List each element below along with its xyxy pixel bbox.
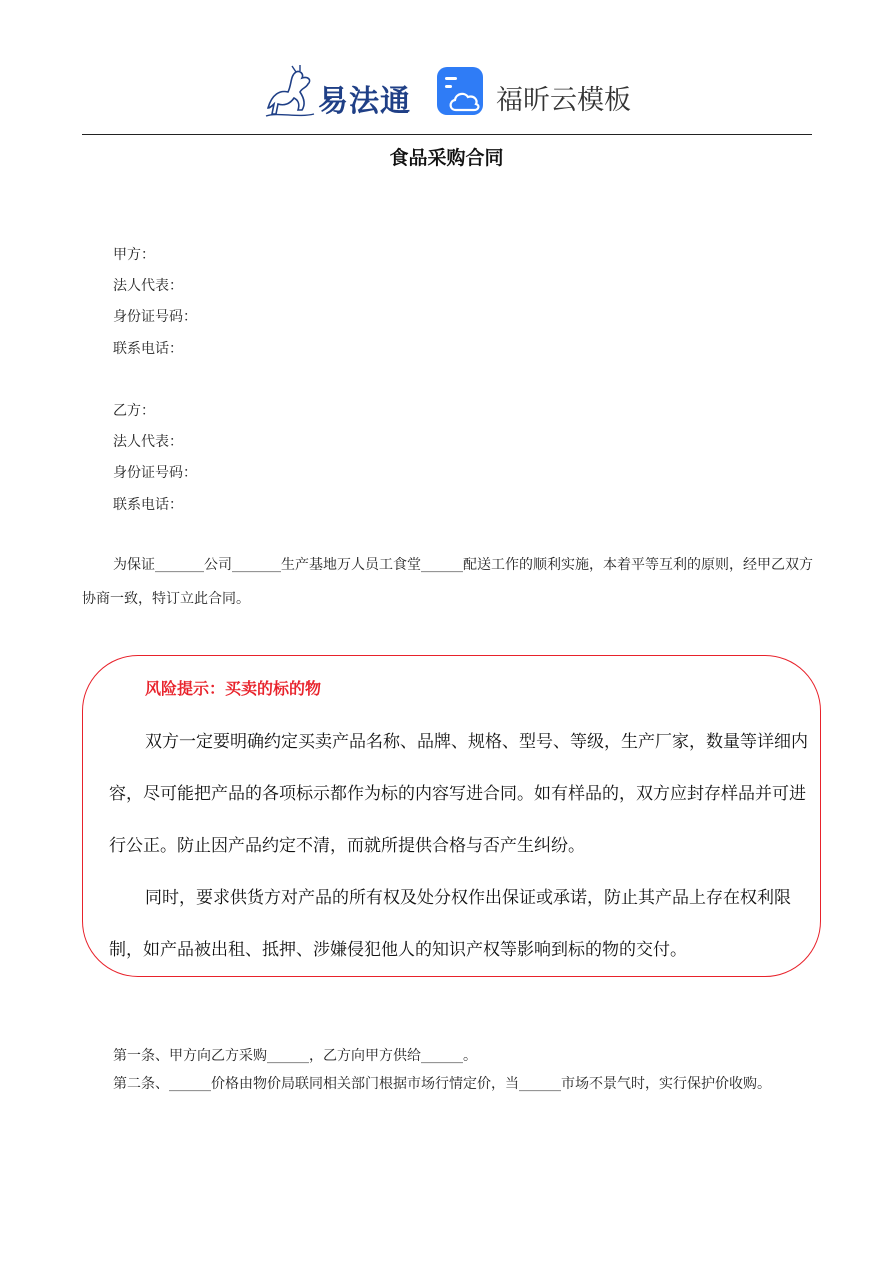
risk-notice-title: 风险提示：买卖的标的物 — [145, 679, 322, 698]
header-rule — [82, 134, 812, 135]
party-b-label: 乙方： — [113, 403, 155, 419]
horse-emblem-icon — [262, 64, 318, 120]
brand1-text: 易法通 — [318, 84, 411, 119]
risk-notice-paragraph-2: 同时，要求供货方对产品的所有权及处分权作出保证或承诺，防止其产品上存在权利限制，如产品被出租、抵押、涉嫌侵犯他人的知识产权等影响到标的物的交付。 — [109, 888, 791, 960]
page-header — [0, 58, 893, 122]
risk-notice-paragraph-1: 双方一定要明确约定买卖产品名称、品牌、规格、型号、等级，生产厂家，数量等详细内容，尽可能把产品的各项标示都作为标的内容写进合同。如有样品的，双方应封存样品并可进行公正。防止因产品约定不清，而就所提供合格与否产生纠纷。 — [109, 732, 808, 856]
party-b-id-number: 身份证号码： — [113, 465, 197, 481]
party-a-phone: 联系电话： — [113, 341, 183, 357]
party-a-legal-rep: 法人代表： — [113, 278, 183, 294]
party-b-legal-rep: 法人代表： — [113, 434, 183, 450]
intro-paragraph: 为保证_______公司_______生产基地万人员工食堂______配送工作的顺利实施，本着平等互利的原则，经甲乙双方协商一致，特订立此合同。 — [82, 557, 813, 607]
article-2: 第二条、______价格由物价局联同相关部门根据市场行情定价，当______市场不景气时，实行保护价收购。 — [113, 1076, 771, 1092]
party-a-label: 甲方： — [113, 247, 155, 263]
party-a-id-number: 身份证号码： — [113, 309, 197, 325]
brand2-text: 福昕云模板 — [496, 85, 631, 116]
risk-notice-box — [82, 655, 821, 977]
cloud-doc-icon — [436, 66, 486, 118]
yifatong-logo — [262, 64, 412, 120]
article-1: 第一条、甲方向乙方采购______，乙方向甲方供给______。 — [113, 1048, 477, 1064]
document-title: 食品采购合同 — [389, 147, 504, 169]
party-b-phone: 联系电话： — [113, 497, 183, 513]
